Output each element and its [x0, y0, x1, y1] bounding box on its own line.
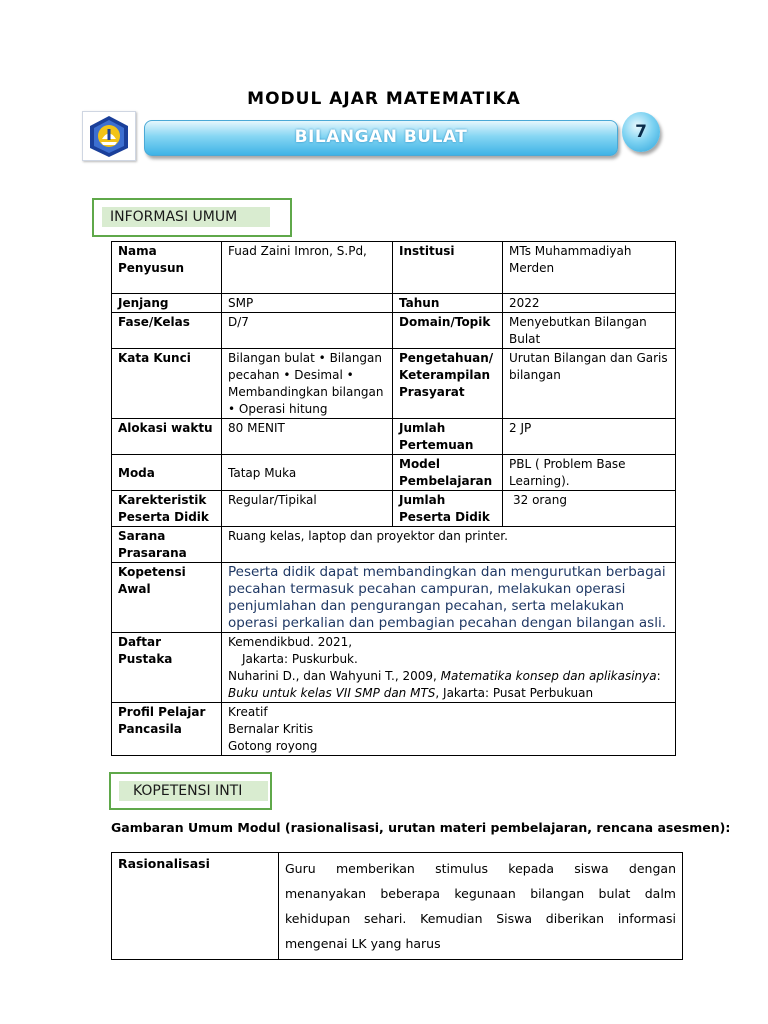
karakteristik-label: Karekteristik Peserta Didik [112, 491, 222, 527]
nama-penyusun-label: Nama Penyusun [112, 242, 222, 294]
section-informasi-umum-label: INFORMASI UMUM [102, 207, 270, 227]
table-row [112, 455, 676, 491]
institusi-label: Institusi [393, 242, 503, 294]
pustaka-book-subtitle: Buku untuk kelas VII SMP dan MTS [228, 686, 436, 700]
domain-topik-value: Menyebutkan Bilangan Bulat [503, 313, 676, 349]
kata-kunci-value: Bilangan bulat • Bilangan pecahan • Desimal • Membandingkan bilangan • Operasi hitung [222, 349, 393, 419]
sarana-prasarana-label: Sarana Prasarana [112, 527, 222, 563]
kopetensi-awal-value: Peserta didik dapat membandingkan dan mengurutkan berbagai pecahan termasuk pecahan campuran, melakukan operasi penjumlahan dan pengurangan pecahan, serta melakukan operasi perkalian dan pembagian pecahan dengan bilangan asli. [222, 563, 676, 633]
profil-pelajar-label: Profil Pelajar Pancasila [112, 703, 222, 756]
kata-kunci-label: Kata Kunci [112, 349, 222, 419]
table-row [112, 313, 676, 349]
daftar-pustaka-value [222, 633, 676, 703]
karakteristik-value: Regular/Tipikal [222, 491, 393, 527]
table-row [112, 853, 683, 960]
section-kopetensi-inti-label: KOPETENSI INTI [119, 781, 268, 801]
profil-pelajar-value [222, 703, 676, 756]
module-banner [144, 120, 618, 156]
profil-item: Kreatif [228, 705, 268, 719]
banner-title: BILANGAN BULAT [294, 127, 468, 147]
tahun-value: 2022 [503, 294, 676, 313]
institusi-value: MTs Muhammadiyah Merden [503, 242, 676, 294]
section-kopetensi-inti [109, 772, 272, 810]
pustaka-line: Jakarta: Puskurbuk. [242, 652, 358, 666]
tut-wuri-handayani-logo [82, 111, 136, 161]
pustaka-line: Kemendikbud. 2021, [228, 635, 353, 649]
table-row [112, 294, 676, 313]
rasionalisasi-label: Rasionalisasi [112, 853, 279, 960]
alokasi-waktu-value: 80 MENIT [222, 419, 393, 455]
kopetensi-awal-label: Kopetensi Awal [112, 563, 222, 633]
domain-topik-label: Domain/Topik [393, 313, 503, 349]
pustaka-line [228, 685, 670, 702]
table-row [112, 527, 676, 563]
table-row [112, 349, 676, 419]
jenjang-label: Jenjang [112, 294, 222, 313]
gambaran-umum-heading: Gambaran Umum Modul (rasionalisasi, urutan materi pembelajaran, rencana asesmen): [111, 820, 731, 835]
profil-item: Gotong royong [228, 739, 318, 753]
pustaka-text: , Jakarta: Pusat Perbukuan [435, 686, 594, 700]
nama-penyusun-value: Fuad Zaini Imron, S.Pd, [222, 242, 393, 294]
table-row [112, 419, 676, 455]
rasionalisasi-text: Guru memberikan stimulus kepada siswa dengan menanyakan beberapa kegunaan bilangan bulat dalm kehidupan sehari. Kemudian Siswa diberikan informasi mengenai LK yang harus [279, 853, 683, 960]
sarana-prasarana-value: Ruang kelas, laptop dan proyektor dan printer. [222, 527, 676, 563]
prasyarat-label: Pengetahuan/ Keterampilan Prasyarat [393, 349, 503, 419]
document-title: MODUL AJAR MATEMATIKA [247, 89, 521, 109]
table-row [112, 633, 676, 703]
pustaka-book-title: Matematika konsep dan aplikasinya [440, 669, 657, 683]
jumlah-peserta-label: Jumlah Peserta Didik [393, 491, 503, 527]
jumlah-pertemuan-label: Jumlah Pertemuan [393, 419, 503, 455]
alokasi-waktu-label: Alokasi waktu [112, 419, 222, 455]
rasionalisasi-table [111, 852, 683, 960]
table-row [112, 491, 676, 527]
pustaka-text: Nuharini D., dan Wahyuni T., 2009, [228, 669, 441, 683]
prasyarat-value: Urutan Bilangan dan Garis bilangan [503, 349, 676, 419]
section-informasi-umum [92, 198, 292, 237]
profil-item: Bernalar Kritis [228, 722, 314, 736]
grade-badge: 7 [622, 112, 660, 152]
pustaka-text: : [656, 669, 661, 683]
fase-kelas-value: D/7 [222, 313, 393, 349]
informasi-umum-table [111, 241, 676, 756]
moda-value: Tatap Muka [222, 455, 393, 491]
tahun-label: Tahun [393, 294, 503, 313]
jumlah-peserta-value: 32 orang [503, 491, 676, 527]
table-row [112, 242, 676, 294]
fase-kelas-label: Fase/Kelas [112, 313, 222, 349]
model-pembelajaran-label: Model Pembelajaran [393, 455, 503, 491]
table-row [112, 703, 676, 756]
jenjang-value: SMP [222, 294, 393, 313]
pustaka-line [228, 668, 670, 685]
model-pembelajaran-value: PBL ( Problem Base Learning). [503, 455, 676, 491]
daftar-pustaka-label: Daftar Pustaka [112, 633, 222, 703]
table-row [112, 563, 676, 633]
jumlah-pertemuan-value: 2 JP [503, 419, 676, 455]
moda-label: Moda [112, 455, 222, 491]
